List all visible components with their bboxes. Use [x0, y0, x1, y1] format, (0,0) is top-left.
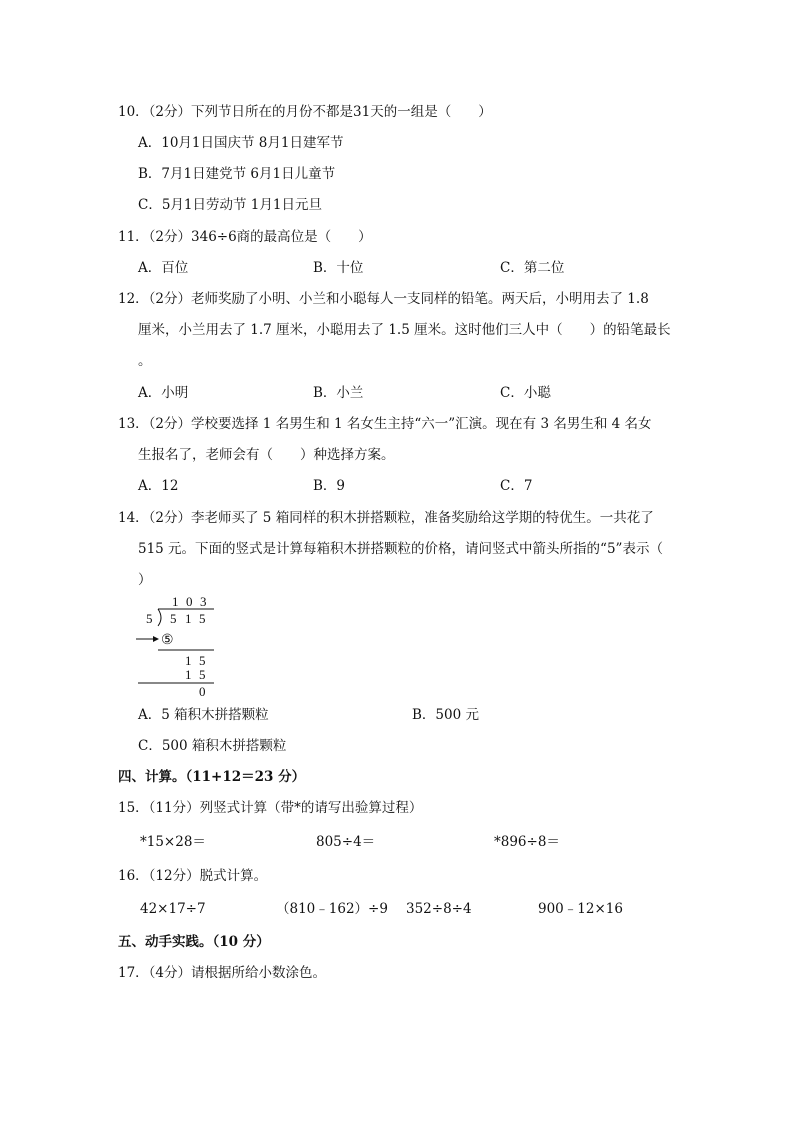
question-15-item-3: *896÷8＝: [494, 834, 560, 850]
question-11-option-a: A．百位: [138, 260, 189, 276]
step-digit: 5: [199, 653, 206, 668]
long-division-figure: [134, 592, 218, 698]
question-12-option-b: B．小兰: [313, 385, 364, 401]
step-digit: 1: [185, 653, 192, 668]
question-10-option-a: A．10月1日国庆节 8月1日建军节: [138, 135, 344, 151]
question-11-option-c: C．第二位: [500, 260, 565, 276]
step-digit: 1: [185, 667, 192, 682]
question-14-stem-line2: 515 元。下面的竖式是计算每箱积木拼搭颗粒的价格，请问竖式中箭头所指的“5”表示（: [138, 541, 663, 557]
question-16-item-4: 900﹣12×16: [538, 901, 623, 917]
divisor: 5: [146, 611, 153, 626]
dividend-digit: 5: [199, 611, 206, 626]
section-5-title: 五、动手实践。（10 分）: [118, 934, 270, 950]
question-10-option-c: C．5月1日劳动节 1月1日元旦: [138, 197, 322, 213]
section-4-title: 四、计算。（11+12＝23 分）: [118, 769, 306, 785]
quotient-digit: 3: [200, 594, 207, 609]
question-16-item-1: 42×17÷7: [140, 901, 206, 917]
question-11-stem: 11．（2分）346÷6商的最高位是（ ）: [118, 229, 372, 245]
question-14-stem-line1: 14．（2分）李老师买了 5 箱同样的积木拼搭颗粒，准备奖励给这学期的特优生。一共花了: [118, 510, 654, 526]
question-13-stem-line2: 生报名了，老师会有（ ）种选择方案。: [138, 447, 395, 463]
question-12-stem-line3: 。: [138, 353, 152, 369]
question-13-stem-line1: 13．（2分）学校要选择 1 名男生和 1 名女生主持“六一”汇演。现在有 3 名男生和 4 名女: [118, 416, 652, 432]
question-12-stem-line2: 厘米，小兰用去了 1.7 厘米，小聪用去了 1.5 厘米。这时他们三人中（ ）的铅笔最长: [138, 322, 671, 338]
question-12-option-a: A．小明: [138, 385, 189, 401]
arrow-head-icon: [153, 636, 159, 642]
question-12-option-c: C．小聪: [500, 385, 551, 401]
circled-five: ⑤: [161, 633, 174, 648]
question-16-item-3: 352÷8÷4: [406, 901, 472, 917]
division-bracket: [158, 609, 161, 626]
question-12-stem-line1: 12．（2分）老师奖励了小明、小兰和小聪每人一支同样的铅笔。两天后，小明用去了 1.8: [118, 291, 649, 307]
question-14-option-c: C．500 箱积木拼搭颗粒: [138, 738, 287, 754]
question-15-item-1: *15×28＝: [140, 834, 206, 850]
dividend-digit: 5: [170, 611, 177, 626]
question-16-stem: 16．（12分）脱式计算。: [118, 868, 268, 884]
question-10-option-b: B．7月1日建党节 6月1日儿童节: [138, 166, 336, 182]
question-13-option-b: B．9: [313, 478, 346, 494]
quotient-digit: 1: [172, 594, 179, 609]
question-13-option-a: A．12: [138, 478, 179, 494]
question-16-item-2: （810﹣162）÷9: [276, 901, 388, 917]
question-15-stem: 15．（11分）列竖式计算（带*的请写出验算过程）: [118, 800, 423, 816]
dividend-digit: 1: [185, 611, 192, 626]
question-14-option-a: A．5 箱积木拼搭颗粒: [138, 707, 269, 723]
step-digit: 5: [199, 667, 206, 682]
question-15-item-2: 805÷4＝: [316, 834, 376, 850]
question-11-option-b: B．十位: [313, 260, 364, 276]
question-17-stem: 17．（4分）请根据所给小数涂色。: [118, 965, 327, 981]
question-14-option-b: B．500 元: [412, 707, 479, 723]
question-13-option-c: C．7: [500, 478, 533, 494]
question-10-stem: 10．（2分）下列节日所在的月份不都是31天的一组是（ ）: [118, 104, 492, 120]
question-14-stem-line3: ）: [138, 572, 152, 588]
remainder: 0: [199, 684, 206, 698]
quotient-digit: 0: [186, 594, 193, 609]
